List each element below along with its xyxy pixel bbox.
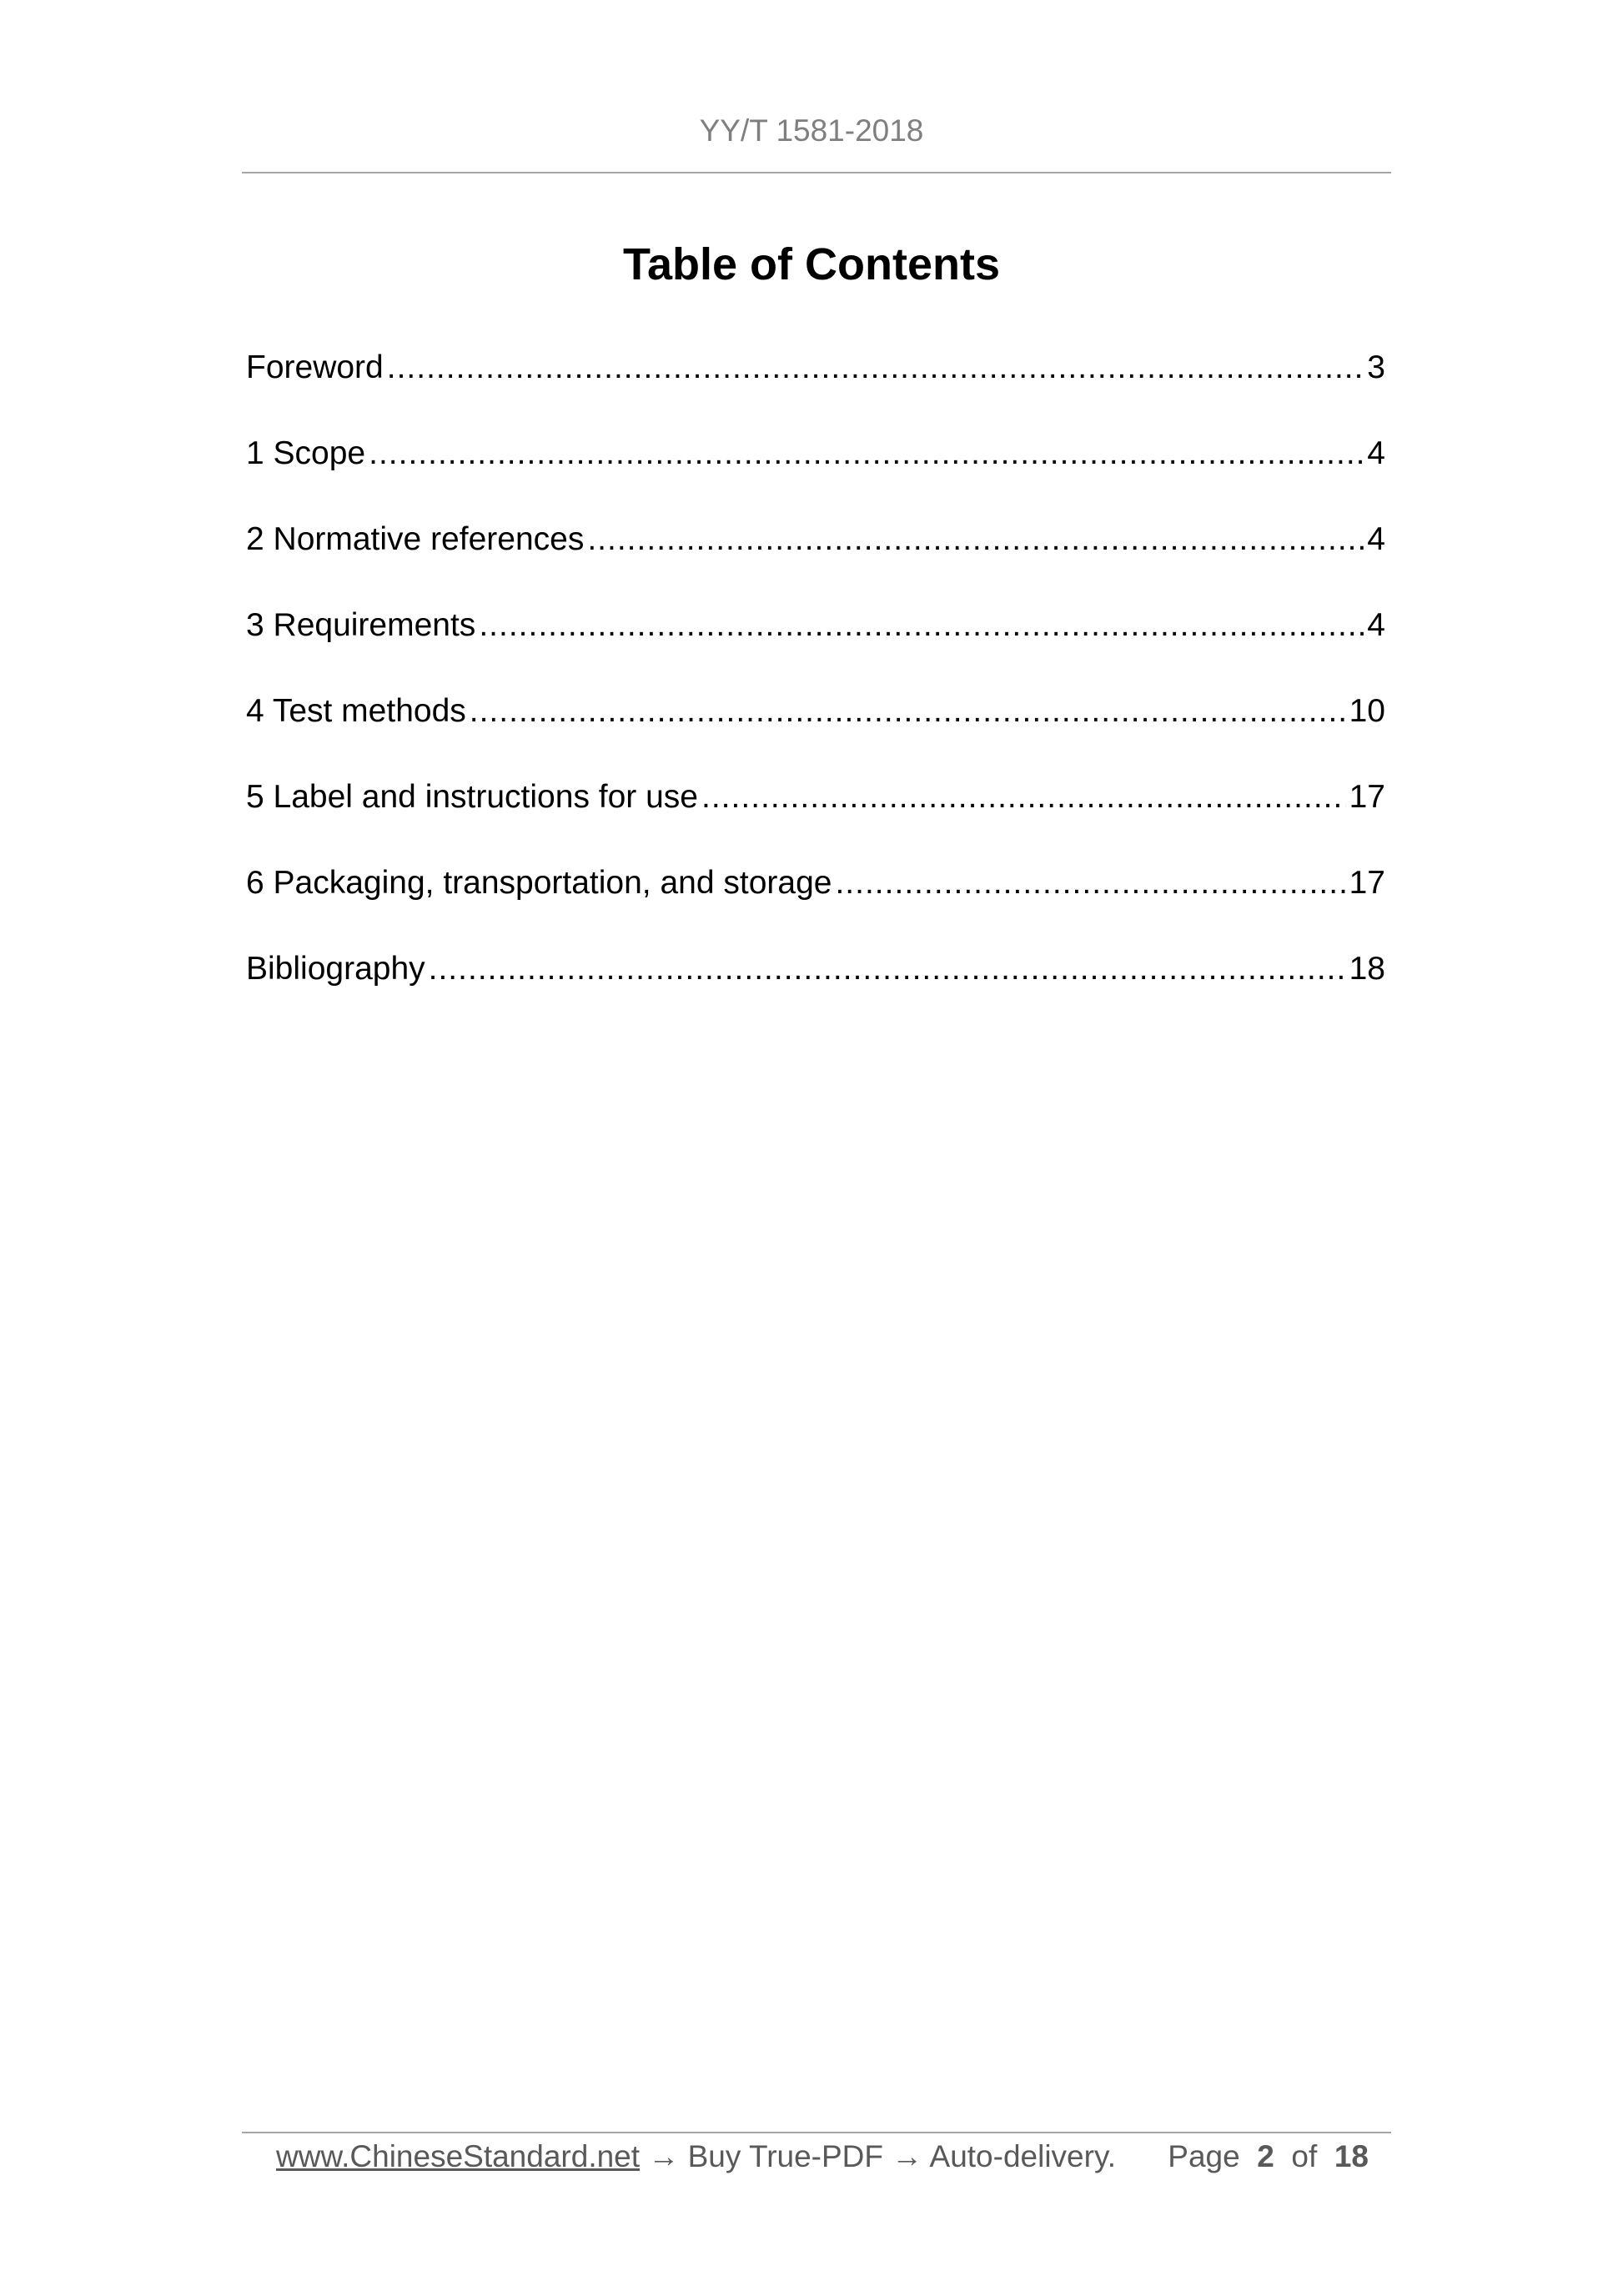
page-word: Page: [1168, 2139, 1240, 2173]
current-page: 2: [1257, 2139, 1274, 2173]
footer-divider: [242, 2132, 1391, 2133]
toc-dot-leader: [479, 606, 1364, 646]
toc-entry-label: 6 Packaging, transportation, and storage: [246, 865, 832, 901]
toc-dot-leader: [835, 864, 1345, 903]
toc-entry-label: 2 Normative references: [246, 521, 585, 557]
toc-list: [246, 349, 1385, 1036]
toc-entry-foreword[interactable]: [246, 349, 1385, 435]
toc-entry-normative-references[interactable]: [246, 520, 1385, 606]
toc-entry-page: 17: [1349, 865, 1385, 901]
toc-entry-page: 4: [1367, 521, 1385, 557]
toc-entry-label: 4 Test methods: [246, 693, 466, 729]
total-pages: 18: [1334, 2139, 1369, 2173]
toc-entry-packaging[interactable]: [246, 864, 1385, 950]
toc-entry-label: 5 Label and instructions for use: [246, 779, 699, 815]
toc-entry-requirements[interactable]: [246, 606, 1385, 692]
toc-dot-leader: [429, 950, 1346, 989]
toc-entry-label: 1 Scope: [246, 435, 366, 471]
toc-dot-leader: [587, 520, 1364, 560]
page-footer: [276, 2138, 1369, 2180]
toc-entry-page: 18: [1349, 951, 1385, 987]
footer-promo-text: → Buy True-PDF → Auto-delivery.: [640, 2139, 1116, 2173]
toc-entry-page: 10: [1349, 693, 1385, 729]
running-header: YY/T 1581-2018: [699, 113, 924, 148]
toc-dot-leader: [470, 692, 1346, 731]
toc-entry-label: Foreword: [246, 349, 384, 385]
toc-entry-bibliography[interactable]: [246, 950, 1385, 1036]
toc-entry-scope[interactable]: [246, 435, 1385, 520]
toc-entry-label-and-instructions[interactable]: [246, 778, 1385, 864]
toc-title: Table of Contents: [623, 239, 1000, 289]
toc-entry-test-methods[interactable]: [246, 692, 1385, 778]
site-link[interactable]: www.ChineseStandard.net: [276, 2139, 641, 2173]
toc-dot-leader: [387, 349, 1364, 388]
toc-entry-page: 4: [1367, 435, 1385, 471]
toc-dot-leader: [701, 778, 1346, 817]
header-divider: [242, 172, 1391, 173]
toc-entry-page: 4: [1367, 607, 1385, 643]
footer-promo: [276, 2138, 1116, 2175]
toc-entry-page: 3: [1367, 349, 1385, 385]
page-number: [1168, 2138, 1369, 2175]
toc-entry-page: 17: [1349, 779, 1385, 815]
toc-entry-label: Bibliography: [246, 951, 425, 987]
toc-entry-label: 3 Requirements: [246, 607, 476, 643]
toc-dot-leader: [369, 435, 1364, 474]
of-word: of: [1291, 2139, 1318, 2173]
